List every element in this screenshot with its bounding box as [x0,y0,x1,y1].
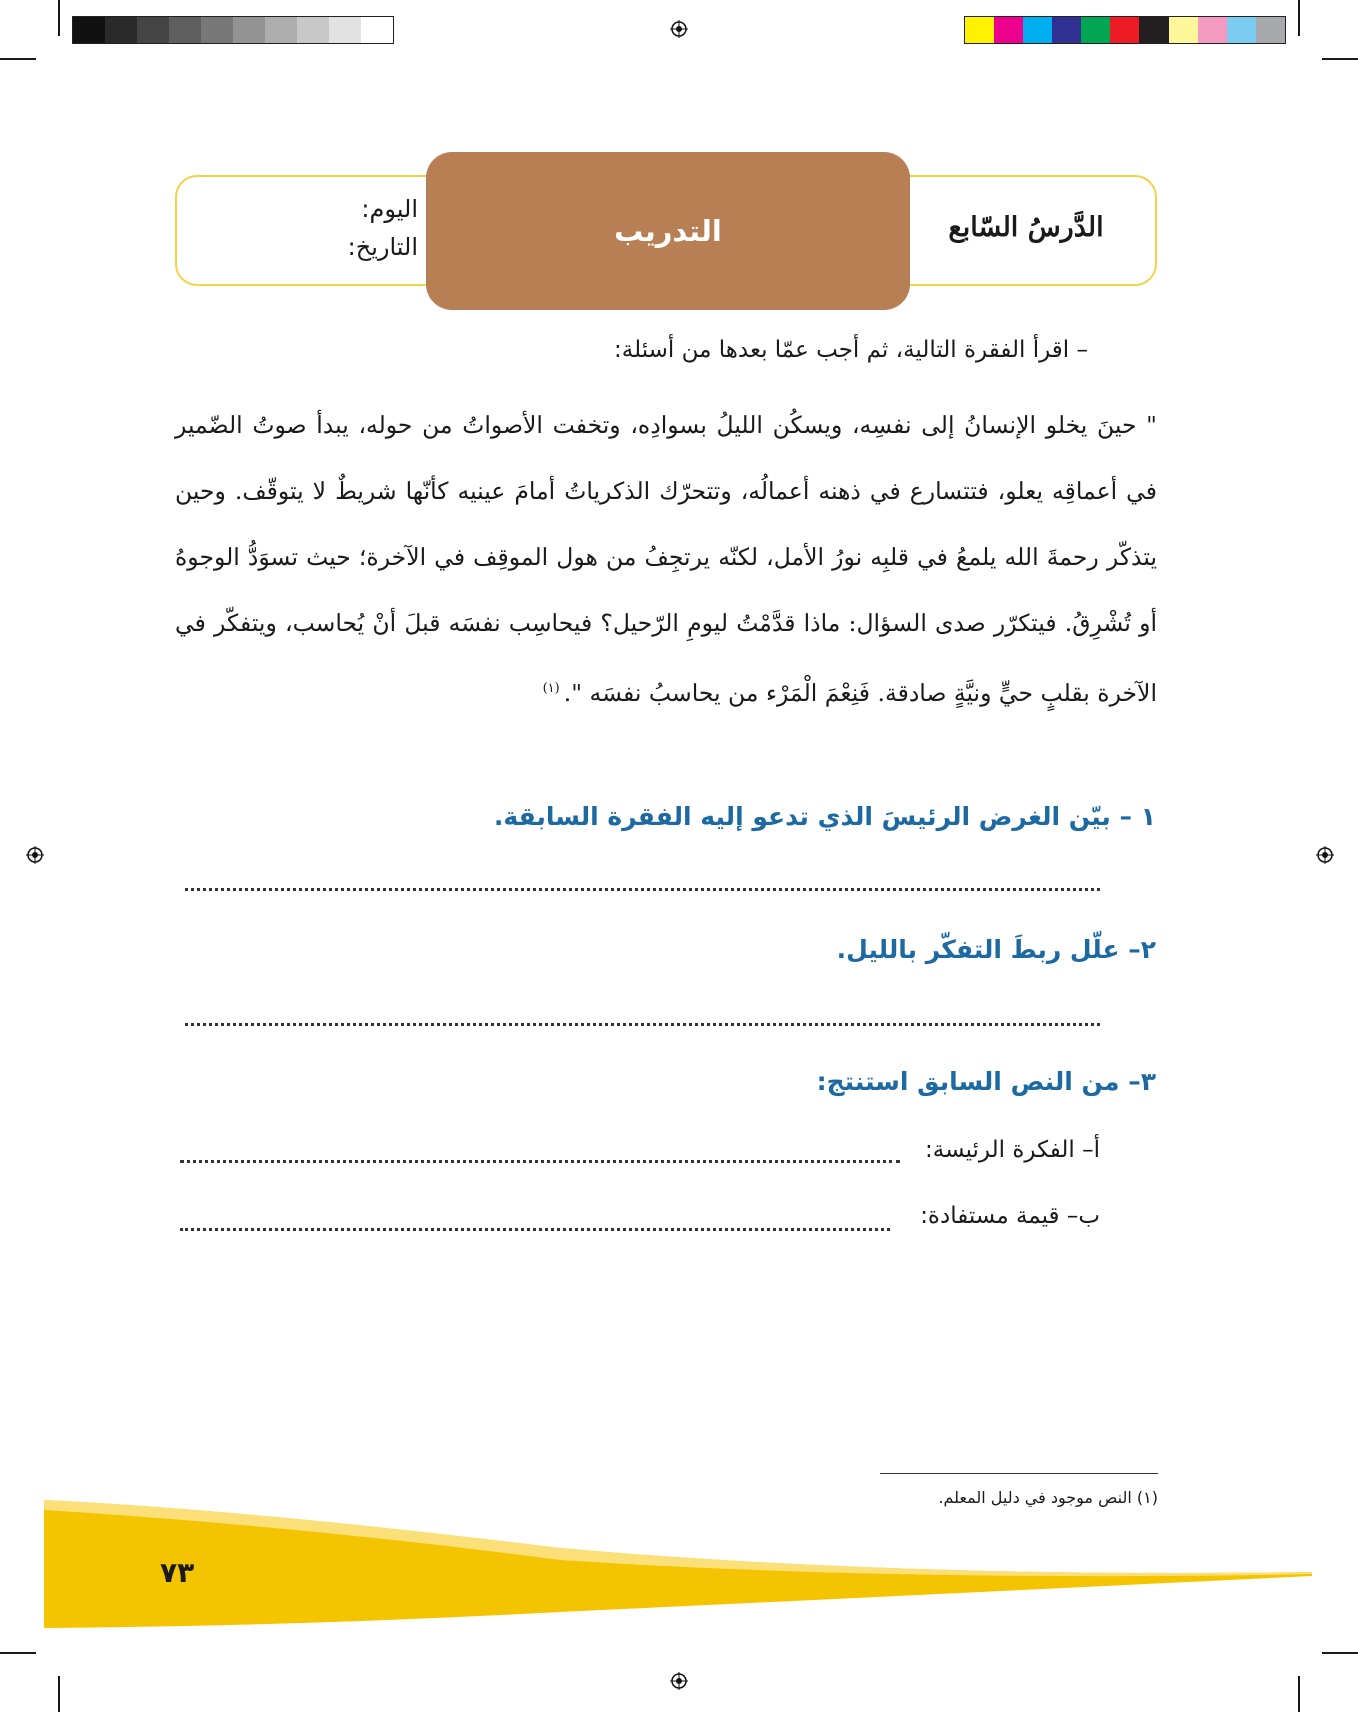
day-date-block [318,190,418,266]
crop-mark [1322,58,1358,60]
answer-line-2[interactable] [185,1023,1100,1026]
footnote-marker: (١) [542,681,560,696]
question-3a-label: أ– الفكرة الرئيسة: [924,1137,1100,1163]
question-3b-label: ب– قيمة مستفادة: [920,1203,1100,1229]
crop-mark [58,0,60,36]
crop-mark [0,1652,36,1654]
crop-mark [1298,0,1300,36]
footer-swoosh [0,1500,1358,1630]
page-number: ٧٣ [160,1556,195,1589]
registration-mark-icon [1316,846,1334,864]
question-1: ١ – بيّن الغرض الرئيسَ الذي تدعو إليه الفقرة السابقة. [493,802,1156,831]
registration-mark-icon [670,20,688,38]
crop-mark [1298,1676,1300,1712]
question-2: ٢– علّل ربطَ التفكّر بالليل. [836,935,1156,964]
lesson-title: الدَّرسُ السّابع [948,212,1104,243]
passage-text: " حينَ يخلو الإنسانُ إلى نفسِه، ويسكُن الليلُ بسوادِه، وتخفت الأصواتُ من حوله، يبدأ صوتُ الضّمير في أعماقِه يعلو، فتتسارع في ذهنه أعمالُه، وتتحرّك الذكرياتُ أمامَ عينيه كأنّها شريطٌ لا يتوقّف. وحين يتذكّر رحمةَ الله يلمعُ في قلبِه نورُ الأمل، لكنّه يرتجِفُ من هول الموقِف في الآخرة؛ حيث تسوَدُّ الوجوهُ أو تُشْرِقُ. فيتكرّر صدى السؤال: ماذا قدَّمْتُ ليومِ الرّحيل؟ فيحاسِب نفسَه قبلَ أنْ يُحاسب، ويتفكّر في الآخرة بقلبٍ حيٍّ ونيَّةٍ صادقة. فَنِعْمَ الْمَرْء من يحاسبُ نفسَه ". [175,411,1157,707]
registration-mark-icon [670,1672,688,1690]
process-color-bar [964,16,1286,44]
crop-mark [0,58,36,60]
crop-mark [1322,1652,1358,1654]
question-3: ٣– من النص السابق استنتج: [816,1067,1156,1096]
answer-line-3a[interactable] [180,1160,900,1163]
registration-mark-icon [26,846,44,864]
crop-mark [58,1676,60,1712]
date-label: التاريخ: [347,233,418,261]
answer-line-3b[interactable] [180,1228,890,1231]
footnote-text: (١) النص موجود في دليل المعلم. [938,1488,1158,1507]
reading-passage [175,392,1157,726]
answer-line-1[interactable] [185,888,1100,891]
day-label: اليوم: [361,195,418,223]
grayscale-color-bar [72,16,394,44]
section-label: التدريب [614,214,722,248]
footnote-rule [880,1473,1158,1474]
instruction-text: – اقرأ الفقرة التالية، ثم أجب عمّا بعدها من أسئلة: [614,337,1088,363]
